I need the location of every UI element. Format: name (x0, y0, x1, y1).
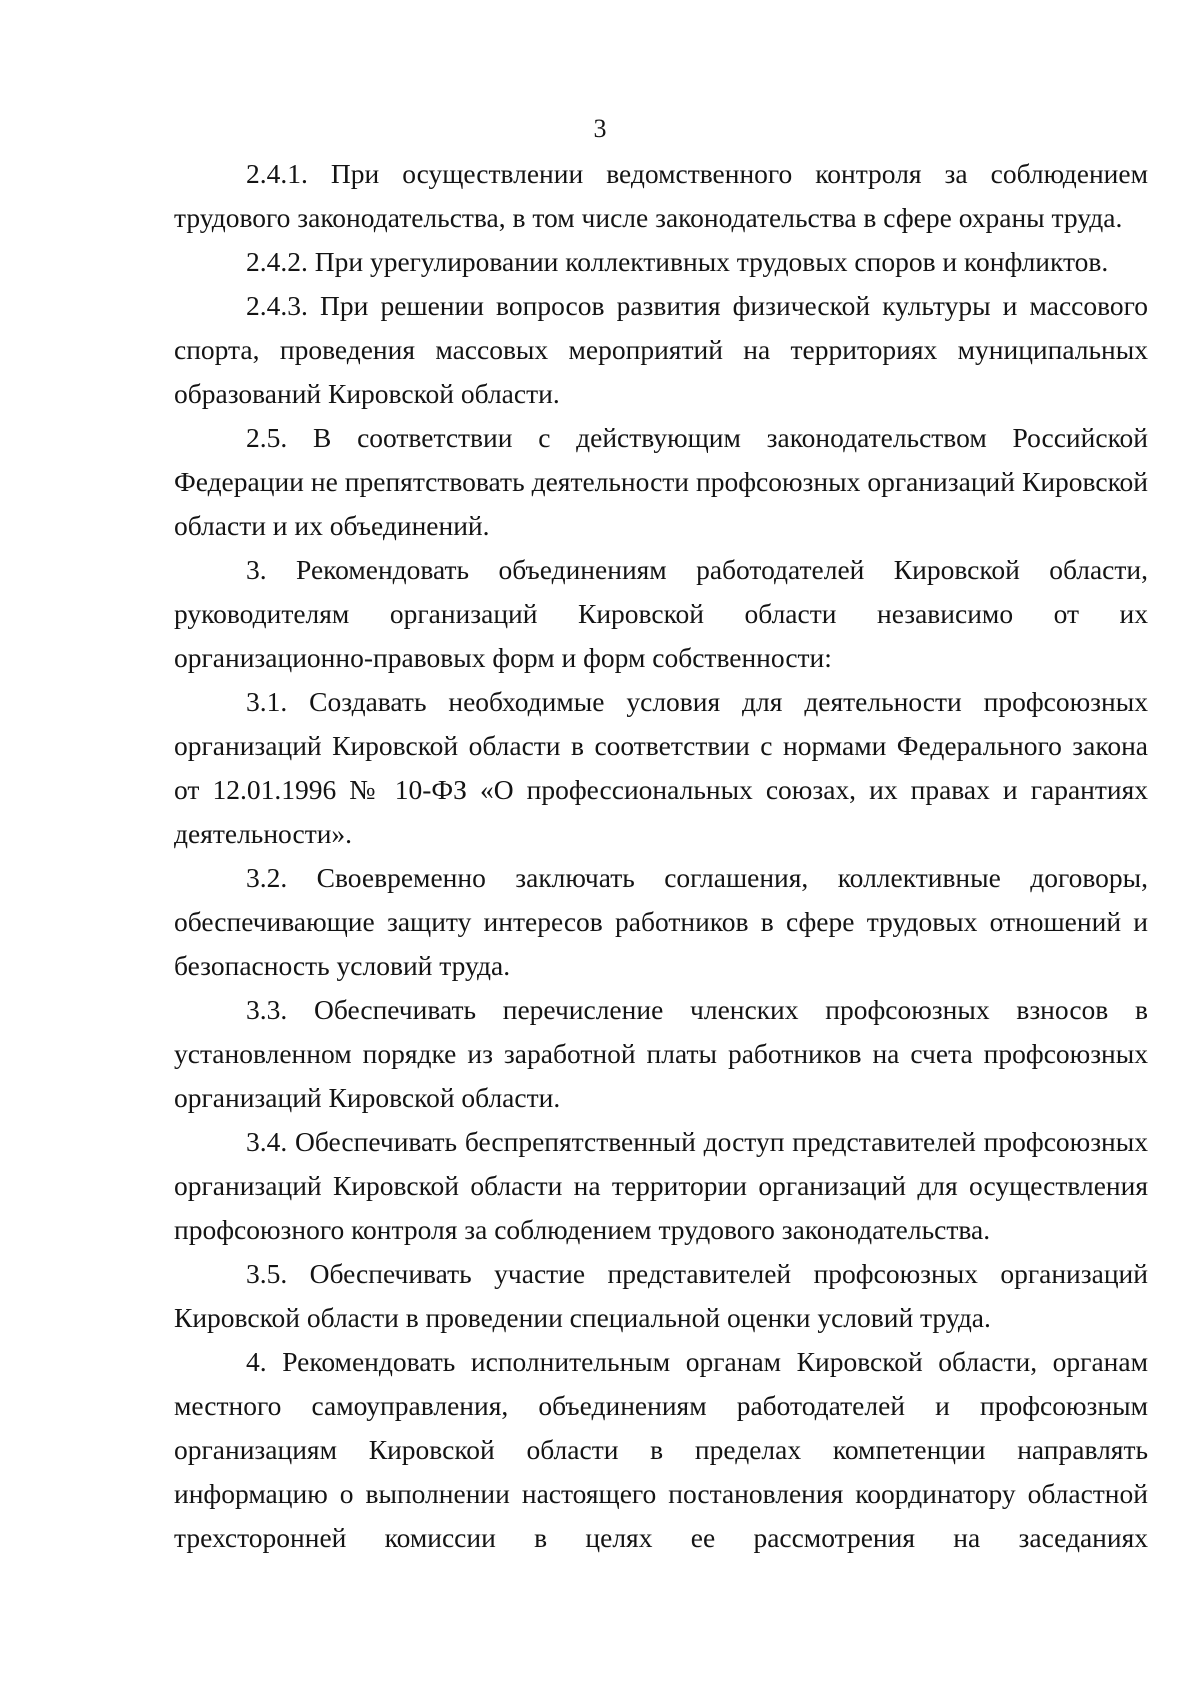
paragraph-3-3: 3.3. Обеспечивать перечисление членских профсоюзных взносов в установленном порядке из заработной платы работников на счета профсоюзных организаций Кировской области. (174, 994, 1148, 1113)
paragraph-2-4-3: 2.4.3. При решении вопросов развития физической культуры и массового спорта, проведения массовых мероприятий на территориях муниципальных образований Кировской области. (174, 290, 1148, 409)
paragraph-2-4-1: 2.4.1. При осуществлении ведомственного контроля за соблюдением трудового законодательства, в том числе законодательства в сфере охраны труда. (174, 158, 1148, 233)
paragraph-3: 3. Рекомендовать объединениям работодателей Кировской области, руководителям организаций Кировской области независимо от их организационно-правовых форм и форм собственности: (174, 554, 1148, 673)
paragraph-3-1: 3.1. Создавать необходимые условия для деятельности профсоюзных организаций Кировской области в соответствии с нормами Федерального закона от 12.01.1996 № 10-ФЗ «О профессиональных союзах, их правах и гарантиях деятельности». (174, 686, 1148, 849)
paragraph-3-2: 3.2. Своевременно заключать соглашения, коллективные договоры, обеспечивающие защиту интересов работников в сфере трудовых отношений и безопасность условий труда. (174, 862, 1148, 981)
page-number: 3 (593, 114, 607, 143)
paragraph-4: 4. Рекомендовать исполнительным органам Кировской области, органам местного самоуправления, объединениям работодателей и профсоюзным организациям Кировской области в пределах компетенции направлять информацию о выполнении настоящего постановления координатору областной трехсторонней комиссии в целях ее рассмотрения на заседаниях (174, 1346, 1148, 1553)
paragraph-3-4: 3.4. Обеспечивать беспрепятственный доступ представителей профсоюзных организаций Кировской области на территории организаций для осуществления профсоюзного контроля за соблюдением трудового законодательства. (174, 1126, 1148, 1245)
paragraph-3-5: 3.5. Обеспечивать участие представителей профсоюзных организаций Кировской области в проведении специальной оценки условий труда. (174, 1258, 1148, 1333)
paragraph-2-5: 2.5. В соответствии с действующим законодательством Российской Федерации не препятствовать деятельности профсоюзных организаций Кировской области и их объединений. (174, 422, 1148, 541)
paragraph-2-4-2: 2.4.2. При урегулировании коллективных трудовых споров и конфликтов. (246, 246, 1109, 277)
document-body (174, 152, 1148, 1560)
